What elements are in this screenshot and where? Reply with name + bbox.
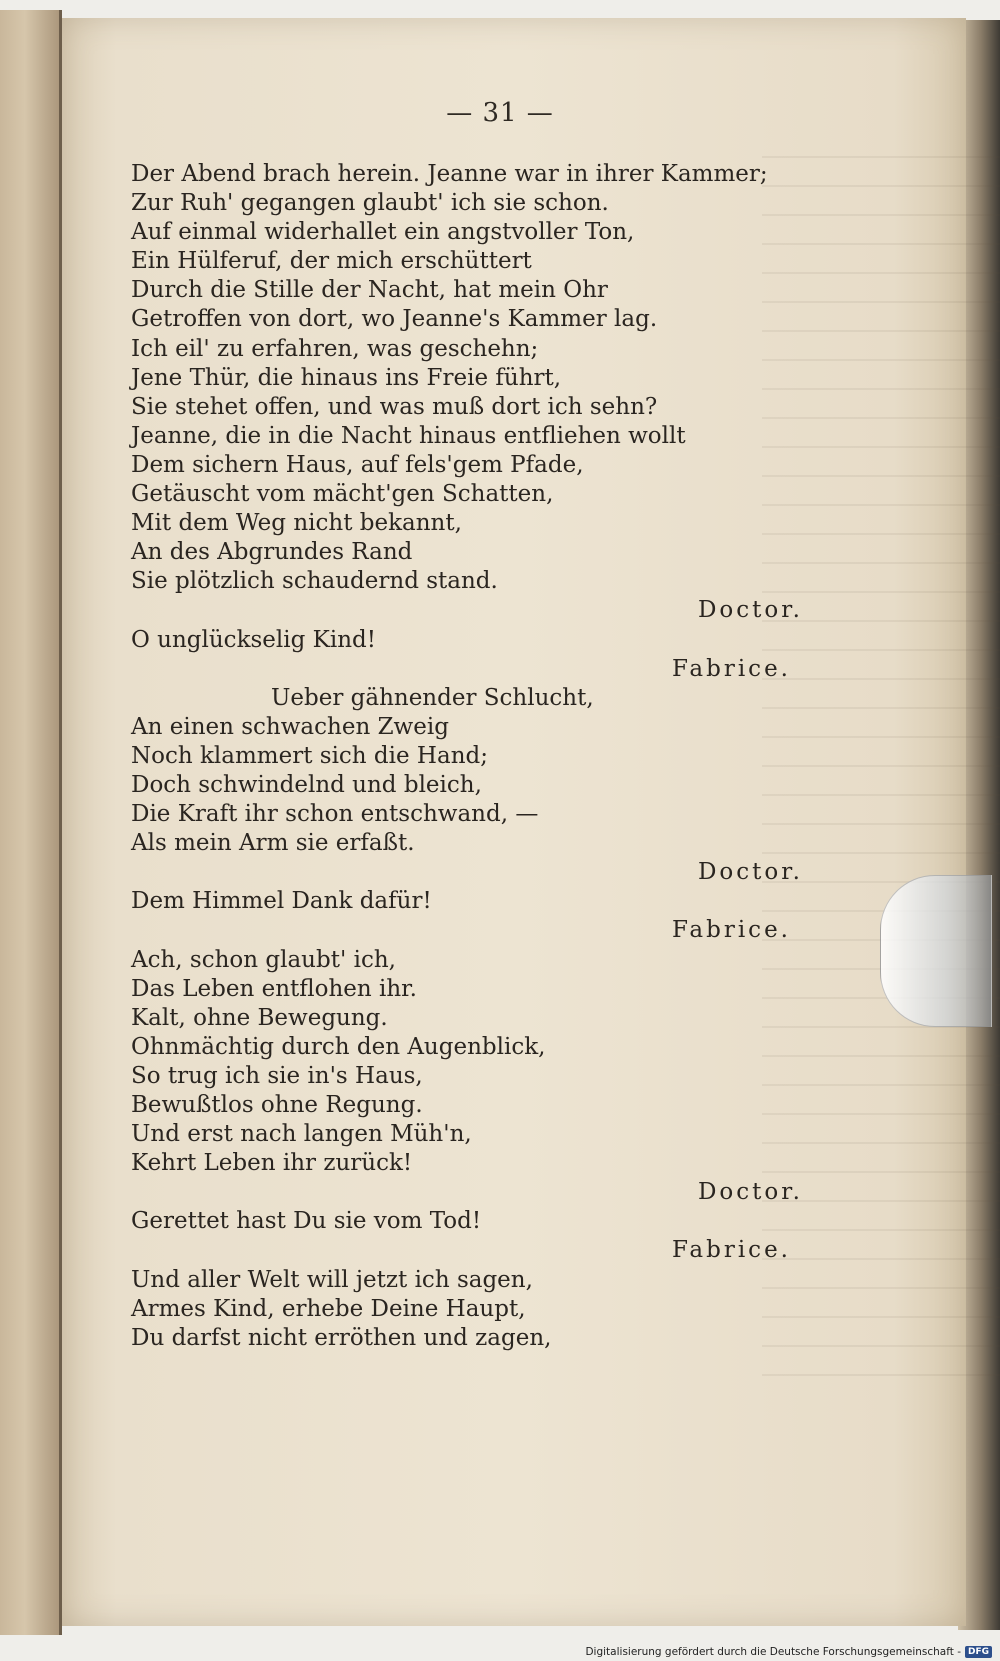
- verse-line: O unglückselig Kind!: [131, 626, 376, 653]
- speaker-name: Fabrice.: [672, 655, 791, 682]
- speaker-name: Doctor.: [697, 1179, 803, 1206]
- verse-line: Die Kraft ihr schon entschwand, —: [131, 801, 539, 828]
- verse-line: Das Leben entflohen ihr.: [131, 975, 417, 1002]
- verse-line: Ohnmächtig durch den Augenblick,: [131, 1033, 546, 1060]
- verse-line: Bewußtlos ohne Regung.: [131, 1092, 423, 1118]
- verse-line: An einen schwachen Zweig: [131, 713, 449, 740]
- verse-line: Kehrt Leben ihr zurück!: [131, 1150, 413, 1177]
- page-clip: [880, 875, 992, 1027]
- verse-line: Auf einmal widerhallet ein angstvoller Ton,: [131, 219, 635, 246]
- verse-line: Getroffen von dort, wo Jeanne's Kammer lag.: [131, 306, 658, 333]
- page-number: — 31 —: [446, 98, 554, 128]
- verse-line: Dem Himmel Dank dafür!: [131, 888, 432, 915]
- verse-line: Ach, schon glaubt' ich,: [131, 946, 396, 973]
- verse-line: Sie stehet offen, und was muß dort ich sehn?: [131, 393, 658, 420]
- poem-text: [131, 160, 811, 1353]
- verse-line: Jeanne, die in die Nacht hinaus entfliehen wollt: [131, 422, 686, 449]
- footer-credit: Digitalisierung gefördert durch die Deutsche Forschungsgemeinschaft -: [585, 1646, 961, 1658]
- verse-line: Durch die Stille der Nacht, hat mein Ohr: [131, 277, 608, 304]
- verse-line: Zur Ruh' gegangen glaubt' ich sie schon.: [131, 190, 609, 217]
- book-spine-edge: [0, 10, 62, 1635]
- speaker-name: Doctor.: [697, 597, 803, 624]
- verse-line: Noch klammert sich die Hand;: [131, 742, 488, 769]
- verse-line: Doch schwindelnd und bleich,: [131, 771, 482, 798]
- dfg-logo: DFG: [965, 1646, 992, 1658]
- verse-line: Ich eil' zu erfahren, was geschehn;: [131, 335, 539, 362]
- verse-line: An des Abgrundes Rand: [131, 539, 413, 566]
- verse-line: Ein Hülferuf, der mich erschüttert: [131, 248, 532, 275]
- verse-line: Als mein Arm sie erfaßt.: [131, 830, 415, 857]
- verse-line: Sie plötzlich schaudernd stand.: [131, 568, 498, 595]
- verse-line: Mit dem Weg nicht bekannt,: [131, 510, 462, 537]
- verse-line: Und erst nach langen Müh'n,: [131, 1121, 472, 1148]
- verse-line: Kalt, ohne Bewegung.: [131, 1004, 388, 1031]
- verse-line: Gerettet hast Du sie vom Tod!: [131, 1208, 482, 1235]
- verse-line: Und aller Welt will jetzt ich sagen,: [131, 1266, 533, 1293]
- verse-line: Jene Thür, die hinaus ins Freie führt,: [131, 364, 562, 391]
- speaker-name: Doctor.: [697, 859, 803, 886]
- verse-line: Der Abend brach herein. Jeanne war in ihrer Kammer;: [131, 161, 768, 187]
- verse-line: Getäuscht vom mächt'gen Schatten,: [131, 481, 554, 508]
- verse-line: Dem sichern Haus, auf fels'gem Pfade,: [131, 451, 584, 478]
- speaker-name: Fabrice.: [672, 917, 791, 944]
- verse-line: Du darfst nicht erröthen und zagen,: [131, 1324, 552, 1351]
- verse-line: Armes Kind, erhebe Deine Haupt,: [131, 1295, 526, 1322]
- digitization-footer: [585, 1644, 992, 1660]
- verse-line: So trug ich sie in's Haus,: [131, 1062, 423, 1089]
- speaker-name: Fabrice.: [672, 1237, 791, 1264]
- verse-line: Ueber gähnender Schlucht,: [271, 684, 594, 711]
